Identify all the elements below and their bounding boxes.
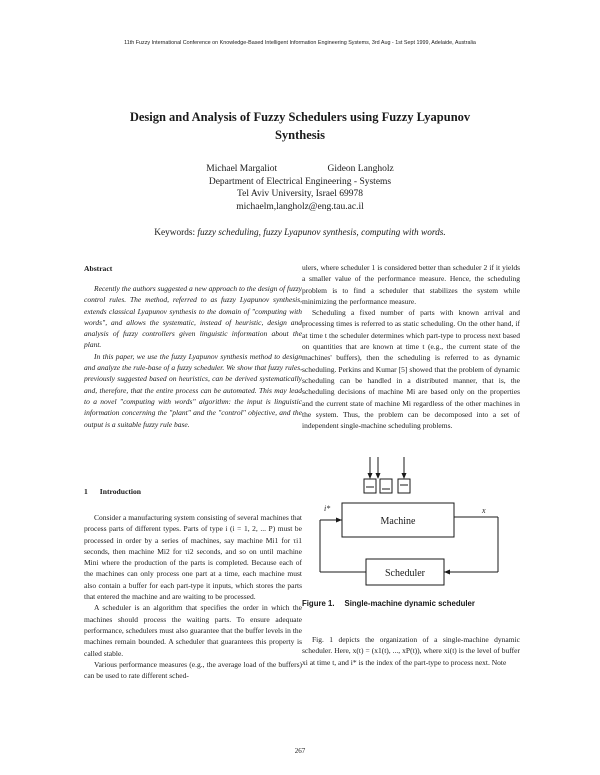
author-name-2: Gideon Langholz [327,164,394,174]
buffer-2 [380,479,392,493]
abstract-paragraph-2: In this paper, we use the fuzzy Lyapunov synthesis method to design and analyze the rule-base of a fuzzy scheduler. We show that fuzzy rules, previously suggested based on heuristics, can be derived systematically and, therefore, that the entire process can be automated. This may lead to a novel "computing with words" algorithm: the input is linguistic information concerning the "plant" and the "control" objective, and the output is a suitable fuzzy rule base. [84,351,302,429]
abstract-paragraph-1: Recently the authors suggested a new approach to the design of fuzzy control rules. The method, referred to as fuzzy Lyapunov synthesis, extends classical Lyapunov synthesis to the domain of "computing with words", and allows the systematic, instead of heuristic, design and analysis of fuzzy controllers given linguistic information about the plant. [84,284,302,350]
right-column-top [302,262,520,431]
introduction-body [84,512,302,681]
machine-label: Machine [380,516,416,527]
right-column-bottom [302,634,520,668]
title-line-1: Design and Analysis of Fuzzy Schedulers using Fuzzy Lyapunov [129,110,471,124]
author-department: Department of Electrical Engineering - Systems [208,176,392,187]
section-number: 1 [84,487,88,496]
buffer-1 [364,479,376,493]
figure-1-caption [302,598,520,609]
right-paragraph-1: ulers, where scheduler 1 is considered better than scheduler 2 if it yields a smaller value of the performance measure. Hence, the scheduling problem is to find a scheduler that stabilizes the system while minimizing the performance measure. [302,263,520,306]
keywords [60,228,540,238]
intro-paragraph-1: Consider a manufacturing system consisting of several machines that process parts of different types. Parts of type i (i = 1, 2, ... P) must be processed in order by a series of machines, say machine Mi1 for τi1 seconds, then machine Mi2 for τi2 seconds, and so on until machine Mini where the production of the parts is completed. Because each of the machines can only process one part at a time, each machine must also contain a buffer for each part-type it inputs, which stores the parts that entered the machine and are waiting to be processed. [84,513,302,602]
right-paragraph-3: Fig. 1 depicts the organization of a single-machine dynamic scheduler. Here, x(t) = (x1(t), ..., xP(t)), where xi(t) is the level of buffer xi at time t, and i* is the index of the part-type to process next. Note [302,635,520,667]
buffer-3 [398,479,410,493]
scheduler-label: Scheduler [385,568,425,579]
figure-1 [312,455,512,595]
input-index-label: i* [324,504,331,513]
title-line-2: Synthesis [274,128,326,142]
paper-title [100,108,500,144]
introduction-heading [84,487,153,496]
page-number: 267 [294,747,306,755]
abstract-body [84,283,302,430]
author-university: Tel Aviv University, Israel 69978 [237,189,363,199]
author-block [100,163,500,213]
figure-caption-text: Single-machine dynamic scheduler [344,599,475,608]
author-email: michaelm,langholz@eng.tau.ac.il [236,201,364,212]
author-names [100,163,500,176]
intro-paragraph-2: A scheduler is an algorithm that specifies the order in which the machines should process the waiting parts. To ensure adequate performance, schedulers must also guarantee that the buffer levels in the machines remain bounded. A scheduler that guarantees this property is called stable. [84,603,302,658]
keywords-label: Keywords: [154,228,196,238]
right-paragraph-2: Scheduling a fixed number of parts with known arrival and processing times is referred to as static scheduling. On the other hand, if at time t the scheduler determines which part-type to process next based on quantities that are known at time t (e.g., the current state of the machines' buffers), then the scheduling is referred to as dynamic scheduling. Perkins and Kumar [5] showed that the problem of dynamic scheduling can be handled in a distributed manner, that is, the scheduling decisions of machine Mi are based only on the properties and the current state of machine Mi regardless of the other machines in the system. Thus, the problem can be decomposed into a set of independent single-machine scheduling problems. [302,308,520,431]
conference-header: 11th Fuzzy International Conference on Knowledge-Based Intelligent Information Engineering Systems, 3rd Aug - 1st Sept 1999, Adelaide, Australia [124,40,476,46]
abstract-heading: Abstract [84,264,113,273]
figure-label: Figure 1. [302,599,335,608]
author-name-1: Michael Margaliot [206,164,278,174]
section-title: Introduction [99,487,142,496]
state-output-label: x [482,506,486,515]
scheduler-diagram [312,455,512,595]
intro-paragraph-3: Various performance measures (e.g., the average load of the buffers) can be used to rate different sched- [84,659,302,681]
keywords-text: fuzzy scheduling, fuzzy Lyapunov synthesis, computing with words. [197,228,446,238]
